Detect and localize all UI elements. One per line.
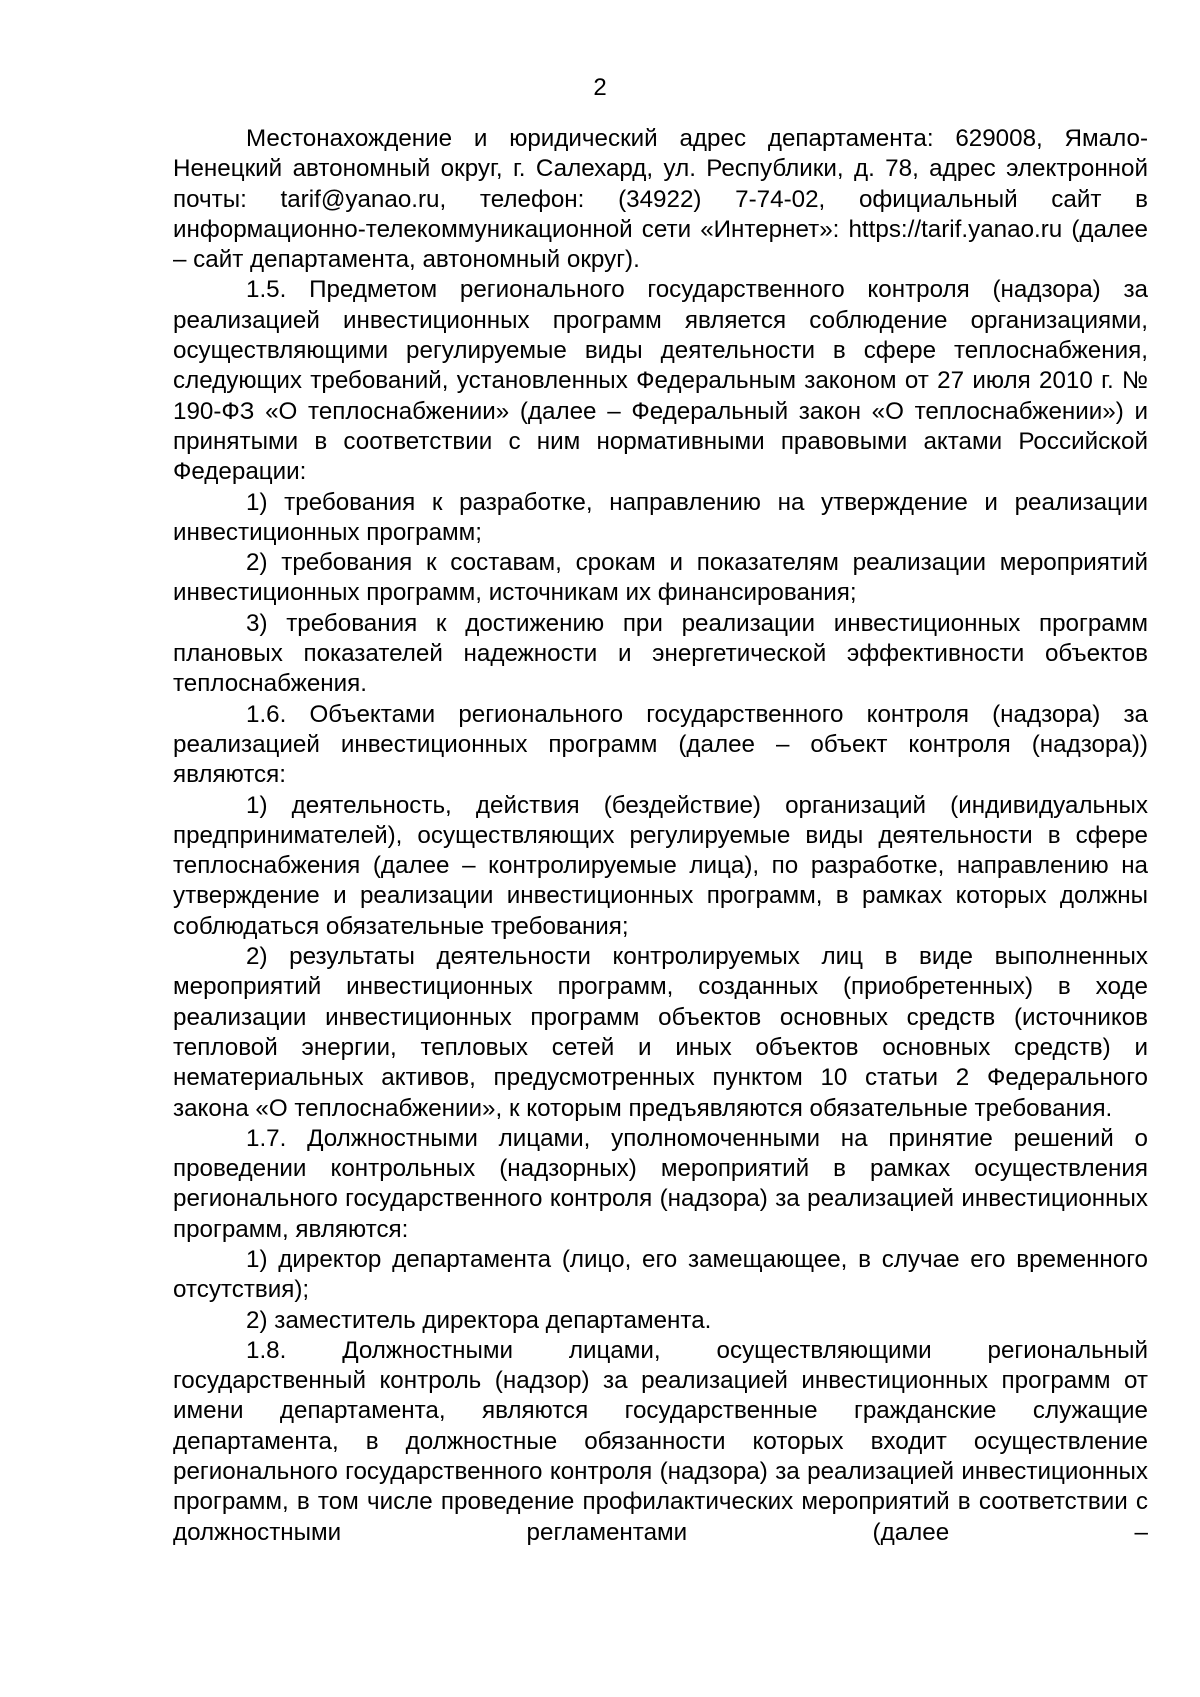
paragraph-1-5-item-1: 1) требования к разработке, направлению на утверждение и реализации инвестиционных программ; — [173, 488, 1148, 546]
paragraph-1-5-item-3: 3) требования к достижению при реализации инвестиционных программ плановых показателей надежности и энергетической эффективности объектов теплоснабжения. — [173, 609, 1148, 698]
paragraph-1-6-item-2: 2) результаты деятельности контролируемых лиц в виде выполненных мероприятий инвестиционных программ, созданных (приобретенных) в ходе реализации инвестиционных программ объектов основных средств (источников тепловой энергии, тепловых сетей и иных объектов основных средств) и нематериальных активов, предусмотренных пунктом 10 статьи 2 Федерального закона «О теплоснабжении», к которым предъявляются обязательные требования. — [173, 943, 1148, 1122]
paragraph-1-7: 1.7. Должностными лицами, уполномоченными на принятие решений о проведении контрольных (надзорных) мероприятий в рамках осуществления регионального государственного контроля (надзора) за реализацией инвестиционных программ, являются: — [173, 1124, 1148, 1243]
paragraph-1-6: 1.6. Объектами регионального государственного контроля (надзора) за реализацией инвестиционных программ (далее – объект контроля (надзора)) являются: — [173, 700, 1148, 789]
paragraph-location-address: Местонахождение и юридический адрес департамента: 629008, Ямало-Ненецкий автономный округ, г. Салехард, ул. Республики, д. 78, адрес электронной почты: tarif@yanao.ru, телефон: (34922) 7-74-02, официальный сайт в информационно-телекоммуникационной сети «Интернет»: https://tarif.yanao.ru (далее – сайт департамента, автономный округ). — [173, 125, 1148, 274]
paragraph-1-5-item-2: 2) требования к составам, срокам и показателям реализации мероприятий инвестиционных программ, источникам их финансирования; — [173, 549, 1148, 607]
paragraph-1-6-item-1: 1) деятельность, действия (бездействие) организаций (индивидуальных предпринимателей), осуществляющих регулируемые виды деятельности в сфере теплоснабжения (далее – контролируемые лица), по разработке, направлению на утверждение и реализации инвестиционных программ, в рамках которых должны соблюдаться обязательные требования; — [173, 791, 1148, 940]
paragraph-1-7-item-1: 1) директор департамента (лицо, его замещающее, в случае его временного отсутствия); — [173, 1245, 1148, 1304]
paragraph-1-5: 1.5. Предметом регионального государственного контроля (надзора) за реализацией инвестиционных программ является соблюдение организациями, осуществляющими регулируемые виды деятельности в сфере теплоснабжения, следующих требований, установленных Федеральным законом от 27 июля 2010 г. № 190-ФЗ «О теплоснабжении» (далее – Федеральный закон «О теплоснабжении») и принятыми в соответствии с ним нормативными правовыми актами Российской Федерации: — [173, 276, 1148, 486]
paragraph-1-8: 1.8. Должностными лицами, осуществляющими региональный государственный контроль (надзор) за реализацией инвестиционных программ от имени департамента, являются государственные гражданские служащие департамента, в должностные обязанности которых входит осуществление регионального государственного контроля (надзора) за реализацией инвестиционных программ, в том числе проведение профилактических мероприятий в соответствии с должностными регламентами (далее – — [173, 1336, 1148, 1546]
paragraph-1-7-item-2: 2) заместитель директора департамента. — [246, 1306, 712, 1334]
page-number: 2 — [593, 74, 607, 101]
document-body — [173, 124, 1148, 1548]
